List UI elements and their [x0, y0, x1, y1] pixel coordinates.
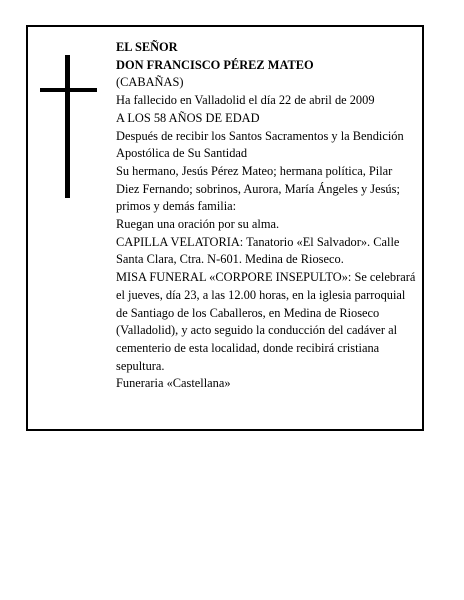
funeral-home: Funeraria «Castellana»	[116, 376, 231, 391]
cross-icon	[40, 55, 97, 198]
age-statement: A LOS 58 AÑOS DE EDAD	[116, 110, 260, 125]
prayer-request: Ruegan una oración por su alma.	[116, 217, 280, 232]
family-statement: Su hermano, Jesús Pérez Mateo; hermana política, Pilar Diez Fernando; sobrinos, Aurora, María Ángeles y Jesús; primos y demás familia:	[116, 163, 400, 214]
death-statement: Ha fallecido en Valladolid el día 22 de abril de 2009	[116, 93, 375, 108]
funeral-info: MISA FUNERAL «CORPORE INSEPULTO»: Se celebrará el jueves, día 23, a las 12.00 horas, en la iglesia parroquial de Santiago de los Caballeros, en Medina de Rioseco (Valladolid), y acto seguido la conducción del cadáver al cementerio de esta localidad, donde recibirá cristiana sepultura.	[116, 270, 416, 373]
notice-title: EL SEÑOR	[116, 40, 178, 54]
sacraments-statement: Después de recibir los Santos Sacramentos y la Bendición Apostólica de Su Santidad	[116, 128, 404, 161]
deceased-name: DON FRANCISCO PÉREZ MATEO	[116, 57, 314, 72]
cross-horizontal-bar	[40, 88, 97, 92]
chapel-info: CAPILLA VELATORIA: Tanatorio «El Salvador». Calle Santa Clara, Ctra. N-601. Medina de Rioseco.	[116, 234, 400, 267]
obituary-notice	[26, 25, 424, 431]
deceased-alias: (CABAÑAS)	[116, 75, 184, 90]
notice-text	[116, 39, 416, 393]
cross-vertical-bar	[65, 55, 70, 198]
